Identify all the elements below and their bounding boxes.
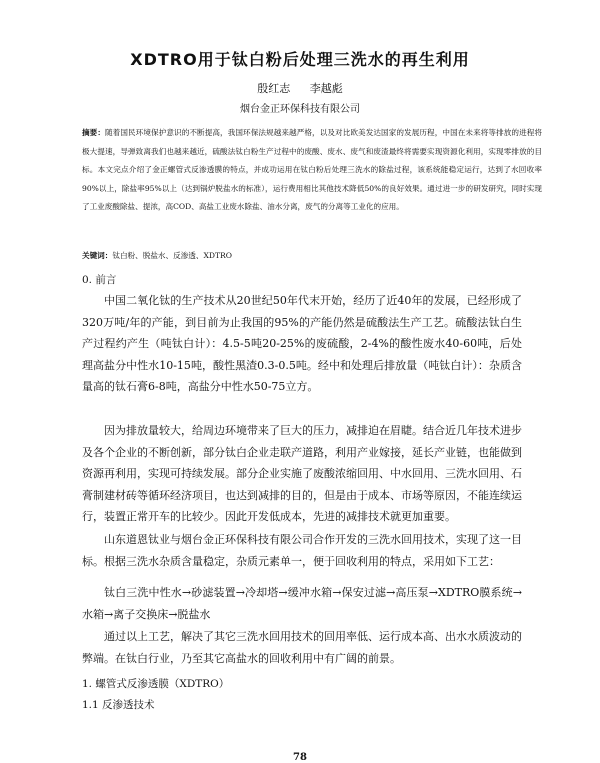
paragraph-5-text: 通过以上工艺，解决了其它三洗水回用技术的回用率低、运行成本高、出水水质波动的弊端。在钛白行业，乃至其它高盐水的回收利用中有广阔的前景。 [82,630,522,665]
author-list [0,80,600,96]
paragraph-1-text: 中国二氧化钛的生产技术从20世纪50年代末开始，经历了近40年的发展，已经形成了320万吨/年的产能，到目前为止我国的95%的产能仍然是硫酸法生产工艺。硫酸法钛白生产过程约产生（吨钛白计）：4.5-5吨20-25%的废硫酸，2-4%的酸性废水40-60吨，后处理高盐分中性水10-15吨，酸性黑渣0.3-0.5吨。经中和处理后排放量（吨钛白计）：杂质含量高的钛石膏6-8吨，高盐分中性水50-75立方。 [82,294,522,394]
process-flow [82,582,522,625]
paragraph-5 [82,626,522,669]
page-number: 78 [293,752,307,763]
section-heading-1: 1. 螺管式反渗透膜（XDTRO） [82,678,230,690]
process-flow-text: 钛白三洗中性水→砂滤装置→冷却塔→缓冲水箱→保安过滤→高压泵→XDTRO膜系统→水箱→离子交换床→脱盐水 [82,586,522,621]
keywords-label: 关键词： [82,251,113,260]
keywords [82,250,542,261]
author-1: 殷红志 [257,82,291,95]
keywords-text: 钛白粉、脱盐水、反渗透、XDTRO [112,251,233,260]
abstract [82,124,542,217]
paragraph-3-text: 山东道恩钛业与烟台金正环保科技有限公司合作开发的三洗水回用技术，实现了这一目标。根据三洗水杂质含量稳定，杂质元素单一，便于回收利用的特点，采用如下工艺： [82,533,522,568]
section-heading-1-1: 1.1 反渗透技术 [82,699,155,711]
paragraph-2-text: 因为排放量较大，给周边环境带来了巨大的压力，减排迫在眉睫。结合近几年技术进步及各个企业的不断创新，部分钛白企业走联产道路，利用产业嫁接，延长产业链，也能做到资源再利用，实现可持续发展。部分企业实施了废酸浓缩回用、中水回用、三洗水回用、石膏制建材砖等循环经济项目，也达到减排的目的，但是由于成本、市场等原因，不能连续运行，装置正常开车的比较少。因此开发低成本，先进的减排技术就更加重要。 [82,424,522,524]
paragraph-1 [82,290,522,398]
paragraph-3 [82,529,522,572]
abstract-label: 摘要： [82,128,106,137]
paragraph-2 [82,420,522,528]
section-heading-0: 0. 前言 [82,274,117,286]
abstract-text: 随着国民环境保护意识的不断提高，我国环保法规越来越严格，以及对比欧美发达国家的发展历程，中国在未来将等排放的进程将极大提速，导弹致离我们也越来越近，硫酸法钛白粉生产过程中的废酸、废水、废气和废渣最终将需要实现资源化利用，实现零排放的目标。本文完点介绍了金正螺管式反渗透膜的特点，并成功运用在钛白粉后处理三洗水的除盐过程，该系统能稳定运行，达到了水回收率90%以上，除盐率95%以上（达到锅炉脱盐水的标准），运行费用相比其他技术降低50%的良好效果。通过进一步的研发研究，同时实现了工业废酸除盐、提浓，高COD、高盐工业废水除盐、油水分离，废气的分离等工业化的应用。 [82,128,543,212]
author-2: 李越彪 [309,82,343,95]
paper-title: XDTRO用于钛白粉后处理三洗水的再生利用 [130,50,470,69]
affiliation: 烟台金正环保科技有限公司 [240,104,360,115]
